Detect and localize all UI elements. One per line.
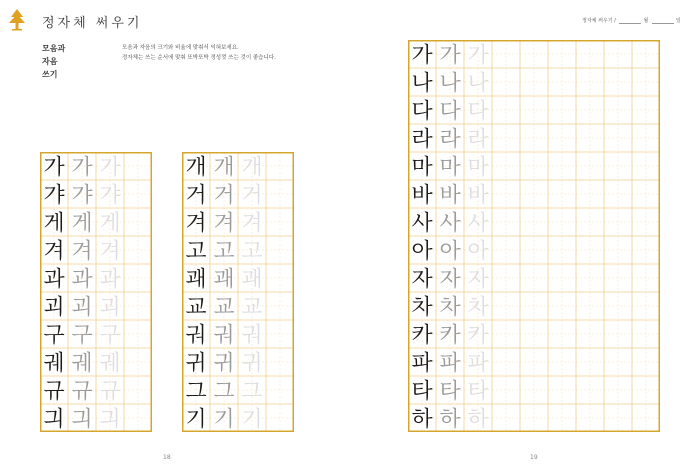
- practice-cell[interactable]: [520, 96, 548, 124]
- practice-cell[interactable]: [266, 208, 294, 236]
- trace-syllable: 구: [71, 322, 93, 348]
- trace-syllable: 궤: [71, 350, 93, 376]
- model-syllable: 거: [185, 182, 207, 208]
- faint-trace-syllable: 귀: [241, 350, 263, 376]
- practice-cell[interactable]: [124, 348, 152, 376]
- date-field[interactable]: [582, 17, 681, 24]
- practice-cell[interactable]: [576, 264, 604, 292]
- practice-cell[interactable]: [604, 264, 632, 292]
- trace-syllable: 궈: [213, 322, 235, 348]
- model-syllable: 갸: [43, 182, 65, 208]
- practice-cell[interactable]: [576, 348, 604, 376]
- practice-cell[interactable]: [576, 236, 604, 264]
- practice-cell[interactable]: [266, 404, 294, 432]
- faint-trace-syllable: 규: [99, 378, 121, 404]
- practice-cell[interactable]: [520, 236, 548, 264]
- trace-syllable: 마: [439, 154, 461, 180]
- day-blank[interactable]: [652, 18, 674, 24]
- faint-trace-syllable: 과: [99, 266, 121, 292]
- practice-cell[interactable]: [520, 376, 548, 404]
- tree-icon: [8, 8, 26, 32]
- practice-cell[interactable]: [492, 236, 520, 264]
- model-syllable: 겨: [43, 238, 65, 264]
- practice-cell[interactable]: [492, 40, 520, 68]
- page-number: 19: [530, 454, 538, 461]
- practice-cell[interactable]: [520, 320, 548, 348]
- trace-syllable: 라: [439, 126, 461, 152]
- practice-cell[interactable]: [124, 376, 152, 404]
- date-label: 정자체 써우기 /: [582, 18, 616, 24]
- practice-cell[interactable]: [632, 264, 660, 292]
- practice-cell[interactable]: [632, 96, 660, 124]
- faint-trace-syllable: 개: [241, 154, 263, 180]
- practice-cell[interactable]: [492, 348, 520, 376]
- faint-trace-syllable: 바: [467, 182, 489, 208]
- faint-trace-syllable: 괘: [241, 266, 263, 292]
- practice-cell[interactable]: [632, 376, 660, 404]
- practice-cell[interactable]: [266, 292, 294, 320]
- practice-cell[interactable]: [266, 348, 294, 376]
- model-syllable: 차: [411, 294, 433, 320]
- practice-cell[interactable]: [492, 152, 520, 180]
- model-syllable: 카: [411, 322, 433, 348]
- practice-grid-vowels-a: [40, 152, 152, 432]
- model-syllable: 구: [43, 322, 65, 348]
- practice-cell[interactable]: [604, 404, 632, 432]
- trace-syllable: 나: [439, 70, 461, 96]
- practice-cell[interactable]: [492, 264, 520, 292]
- practice-cell[interactable]: [632, 152, 660, 180]
- practice-cell[interactable]: [576, 124, 604, 152]
- model-syllable: 개: [185, 154, 207, 180]
- faint-trace-syllable: 나: [467, 70, 489, 96]
- faint-trace-syllable: 자: [467, 266, 489, 292]
- faint-trace-syllable: 가: [99, 154, 121, 180]
- practice-cell[interactable]: [548, 124, 576, 152]
- practice-cell[interactable]: [604, 292, 632, 320]
- model-syllable: 교: [185, 294, 207, 320]
- practice-cell[interactable]: [492, 208, 520, 236]
- model-syllable: 귀: [185, 350, 207, 376]
- model-syllable: 궤: [43, 350, 65, 376]
- model-syllable: 괴: [43, 294, 65, 320]
- trace-syllable: 하: [439, 406, 461, 432]
- faint-trace-syllable: 카: [467, 322, 489, 348]
- model-syllable: 그: [185, 378, 207, 404]
- practice-cell[interactable]: [576, 152, 604, 180]
- practice-cell[interactable]: [492, 180, 520, 208]
- practice-cell[interactable]: [548, 40, 576, 68]
- trace-syllable: 다: [439, 98, 461, 124]
- model-syllable: 라: [411, 126, 433, 152]
- trace-syllable: 괴: [71, 294, 93, 320]
- model-syllable: 괘: [185, 266, 207, 292]
- practice-cell[interactable]: [124, 208, 152, 236]
- trace-syllable: 사: [439, 210, 461, 236]
- trace-syllable: 파: [439, 350, 461, 376]
- model-syllable: 사: [411, 210, 433, 236]
- practice-cell[interactable]: [124, 236, 152, 264]
- practice-cell[interactable]: [124, 152, 152, 180]
- practice-cell[interactable]: [492, 320, 520, 348]
- practice-cell[interactable]: [604, 320, 632, 348]
- practice-cell[interactable]: [492, 68, 520, 96]
- faint-trace-syllable: 고: [241, 238, 263, 264]
- practice-cell[interactable]: [548, 68, 576, 96]
- practice-cell[interactable]: [124, 404, 152, 432]
- practice-cell[interactable]: [576, 208, 604, 236]
- faint-trace-syllable: 구: [99, 322, 121, 348]
- practice-cell[interactable]: [520, 40, 548, 68]
- section-label-consonant: 자음: [42, 57, 58, 66]
- practice-cell[interactable]: [632, 40, 660, 68]
- model-syllable: 파: [411, 350, 433, 376]
- practice-cell[interactable]: [632, 180, 660, 208]
- practice-cell[interactable]: [548, 292, 576, 320]
- trace-syllable: 겨: [71, 238, 93, 264]
- trace-syllable: 개: [213, 154, 235, 180]
- practice-cell[interactable]: [548, 404, 576, 432]
- practice-cell[interactable]: [548, 180, 576, 208]
- practice-cell[interactable]: [604, 124, 632, 152]
- model-syllable: 아: [411, 238, 433, 264]
- practice-cell[interactable]: [604, 208, 632, 236]
- practice-cell[interactable]: [266, 376, 294, 404]
- model-syllable: 나: [411, 70, 433, 96]
- practice-cell[interactable]: [492, 292, 520, 320]
- section-label-vowel: 모음과: [42, 44, 66, 53]
- trace-syllable: 차: [439, 294, 461, 320]
- trace-syllable: 괘: [213, 266, 235, 292]
- model-syllable: 자: [411, 266, 433, 292]
- day-label: 일: [675, 18, 681, 24]
- faint-trace-syllable: 차: [467, 294, 489, 320]
- trace-syllable: 바: [439, 182, 461, 208]
- faint-trace-syllable: 마: [467, 154, 489, 180]
- faint-trace-syllable: 파: [467, 350, 489, 376]
- instruction-line: 모음과 자음의 크기와 비율에 맞춰서 익혀보세요.: [122, 45, 239, 51]
- faint-trace-syllable: 기: [241, 406, 263, 432]
- model-syllable: 겨: [185, 210, 207, 236]
- practice-cell[interactable]: [548, 264, 576, 292]
- practice-cell[interactable]: [266, 152, 294, 180]
- faint-trace-syllable: 라: [467, 126, 489, 152]
- practice-cell[interactable]: [492, 404, 520, 432]
- model-syllable: 궈: [185, 322, 207, 348]
- practice-cell[interactable]: [548, 152, 576, 180]
- trace-syllable: 규: [71, 378, 93, 404]
- trace-syllable: 카: [439, 322, 461, 348]
- practice-cell[interactable]: [576, 404, 604, 432]
- trace-syllable: 그: [213, 378, 235, 404]
- practice-cell[interactable]: [266, 320, 294, 348]
- practice-cell[interactable]: [520, 152, 548, 180]
- practice-cell[interactable]: [604, 40, 632, 68]
- practice-cell[interactable]: [604, 68, 632, 96]
- faint-trace-syllable: 그: [241, 378, 263, 404]
- practice-cell[interactable]: [520, 208, 548, 236]
- practice-cell[interactable]: [604, 96, 632, 124]
- practice-cell[interactable]: [520, 124, 548, 152]
- practice-cell[interactable]: [492, 376, 520, 404]
- practice-cell[interactable]: [548, 96, 576, 124]
- practice-cell[interactable]: [604, 180, 632, 208]
- month-blank[interactable]: [619, 18, 641, 24]
- trace-syllable: 가: [71, 154, 93, 180]
- trace-syllable: 아: [439, 238, 461, 264]
- practice-cell[interactable]: [492, 124, 520, 152]
- practice-cell[interactable]: [520, 180, 548, 208]
- faint-trace-syllable: 교: [241, 294, 263, 320]
- faint-trace-syllable: 사: [467, 210, 489, 236]
- trace-syllable: 귀: [213, 350, 235, 376]
- model-syllable: 고: [185, 238, 207, 264]
- practice-cell[interactable]: [124, 180, 152, 208]
- practice-cell[interactable]: [548, 320, 576, 348]
- trace-syllable: 겨: [213, 210, 235, 236]
- practice-cell[interactable]: [632, 236, 660, 264]
- practice-cell[interactable]: [266, 264, 294, 292]
- trace-syllable: 게: [71, 210, 93, 236]
- practice-cell[interactable]: [124, 320, 152, 348]
- trace-syllable: 긔: [71, 406, 93, 432]
- practice-cell[interactable]: [632, 208, 660, 236]
- faint-trace-syllable: 겨: [99, 238, 121, 264]
- faint-trace-syllable: 다: [467, 98, 489, 124]
- practice-cell[interactable]: [632, 348, 660, 376]
- practice-cell[interactable]: [604, 152, 632, 180]
- trace-syllable: 교: [213, 294, 235, 320]
- model-syllable: 가: [411, 42, 433, 68]
- practice-cell[interactable]: [576, 320, 604, 348]
- practice-cell[interactable]: [520, 292, 548, 320]
- trace-syllable: 거: [213, 182, 235, 208]
- practice-cell[interactable]: [576, 68, 604, 96]
- trace-syllable: 자: [439, 266, 461, 292]
- practice-cell[interactable]: [124, 264, 152, 292]
- practice-cell[interactable]: [520, 404, 548, 432]
- faint-trace-syllable: 궤: [99, 350, 121, 376]
- instruction-line: 정자체는 쓰는 순서에 맞춰 또박또박 정성껏 쓰는 것이 좋습니다.: [122, 55, 276, 61]
- faint-trace-syllable: 괴: [99, 294, 121, 320]
- faint-trace-syllable: 궈: [241, 322, 263, 348]
- trace-syllable: 가: [439, 42, 461, 68]
- faint-trace-syllable: 게: [99, 210, 121, 236]
- model-syllable: 과: [43, 266, 65, 292]
- practice-cell[interactable]: [266, 236, 294, 264]
- practice-cell[interactable]: [576, 96, 604, 124]
- faint-trace-syllable: 가: [467, 42, 489, 68]
- practice-cell[interactable]: [576, 376, 604, 404]
- practice-grid-consonants: [408, 40, 660, 432]
- model-syllable: 기: [185, 406, 207, 432]
- model-syllable: 규: [43, 378, 65, 404]
- model-syllable: 긔: [43, 406, 65, 432]
- trace-syllable: 갸: [71, 182, 93, 208]
- practice-cell[interactable]: [604, 236, 632, 264]
- practice-cell[interactable]: [632, 68, 660, 96]
- model-syllable: 바: [411, 182, 433, 208]
- faint-trace-syllable: 하: [467, 406, 489, 432]
- right-page: [350, 0, 700, 476]
- model-syllable: 하: [411, 406, 433, 432]
- section-label-writing: 쓰기: [42, 70, 58, 79]
- practice-cell[interactable]: [266, 180, 294, 208]
- trace-syllable: 타: [439, 378, 461, 404]
- practice-cell[interactable]: [124, 292, 152, 320]
- practice-cell[interactable]: [548, 376, 576, 404]
- practice-cell[interactable]: [632, 404, 660, 432]
- trace-syllable: 기: [213, 406, 235, 432]
- practice-cell[interactable]: [576, 40, 604, 68]
- page-number: 18: [163, 454, 171, 461]
- faint-trace-syllable: 타: [467, 378, 489, 404]
- model-syllable: 마: [411, 154, 433, 180]
- practice-cell[interactable]: [632, 124, 660, 152]
- month-label: 월: [643, 18, 649, 24]
- practice-cell[interactable]: [492, 96, 520, 124]
- practice-cell[interactable]: [604, 376, 632, 404]
- practice-cell[interactable]: [548, 348, 576, 376]
- model-syllable: 다: [411, 98, 433, 124]
- practice-cell[interactable]: [604, 348, 632, 376]
- page-title: 정자체 써우기: [42, 16, 143, 31]
- practice-cell[interactable]: [520, 264, 548, 292]
- trace-syllable: 고: [213, 238, 235, 264]
- faint-trace-syllable: 아: [467, 238, 489, 264]
- model-syllable: 타: [411, 378, 433, 404]
- model-syllable: 가: [43, 154, 65, 180]
- model-syllable: 게: [43, 210, 65, 236]
- practice-cell[interactable]: [520, 68, 548, 96]
- practice-cell[interactable]: [632, 320, 660, 348]
- practice-cell[interactable]: [520, 348, 548, 376]
- faint-trace-syllable: 겨: [241, 210, 263, 236]
- trace-syllable: 과: [71, 266, 93, 292]
- faint-trace-syllable: 갸: [99, 182, 121, 208]
- faint-trace-syllable: 긔: [99, 406, 121, 432]
- practice-cell[interactable]: [576, 180, 604, 208]
- practice-cell[interactable]: [548, 208, 576, 236]
- practice-cell[interactable]: [576, 292, 604, 320]
- practice-cell[interactable]: [632, 292, 660, 320]
- faint-trace-syllable: 거: [241, 182, 263, 208]
- practice-grid-vowels-b: [182, 152, 294, 432]
- practice-cell[interactable]: [548, 236, 576, 264]
